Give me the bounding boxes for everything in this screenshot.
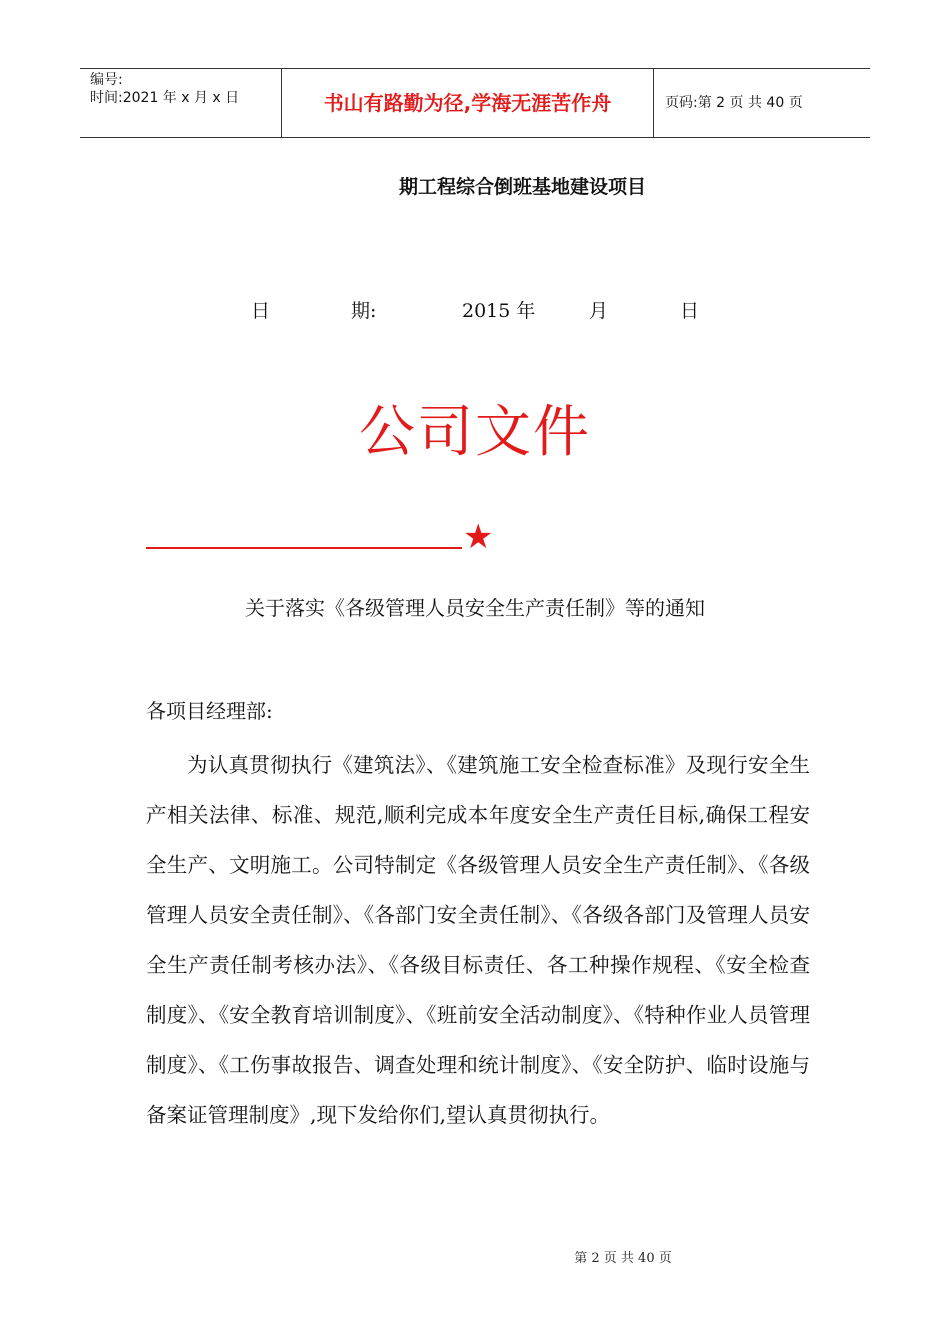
header-motto: 书山有路勤为径,学海无涯苦作舟 [323, 91, 612, 115]
notice-title: 关于落实《各级管理人员安全生产责任制》等的通知 [245, 596, 705, 620]
header-meta [90, 71, 280, 107]
document-number-label: 编号: [90, 72, 123, 88]
red-divider-line [146, 547, 462, 549]
date-month: 月 [589, 300, 609, 322]
project-title: 期工程综合倒班基地建设项目 [398, 176, 646, 198]
addressee: 各项目经理部: [146, 699, 273, 723]
date-label-ri: 日 [251, 300, 271, 322]
header-page-info: 页码:第 2 页 共 40 页 [665, 95, 803, 111]
notice-body: 为认真贯彻执行《建筑法》、《建筑施工安全检查标准》及现行安全生产相关法律、标准、规范,顺利完成本年度安全生产责任目标,确保工程安全生产、文明施工。公司特制定《各级管理人员安全生产责任制》、《各级管理人员安全责任制》、《各部门安全责任制》、《各级各部门及管理人员安全生产责任制考核办法》、《各级目标责任、各工种操作规程、《安全检查制度》、《安全教育培训制度》、《班前安全活动制度》、《特种作业人员管理制度》、《工伤事故报告、调查处理和统计制度》、《安全防护、临时设施与备案证管理制度》,现下发给你们,望认真贯彻执行。 [146, 753, 810, 1127]
header-divider [653, 69, 654, 137]
page-header [80, 68, 870, 138]
document-time-label: 时间:2021 年 x 月 x 日 [90, 90, 240, 106]
company-document-title: 公司文件 [359, 400, 591, 465]
date-year: 2015 年 [462, 300, 536, 322]
star-icon: ★ [463, 517, 494, 557]
page-footer: 第 2 页 共 40 页 [574, 1251, 672, 1266]
date-label-qi: 期: [351, 300, 377, 322]
date-day: 日 [680, 300, 700, 322]
